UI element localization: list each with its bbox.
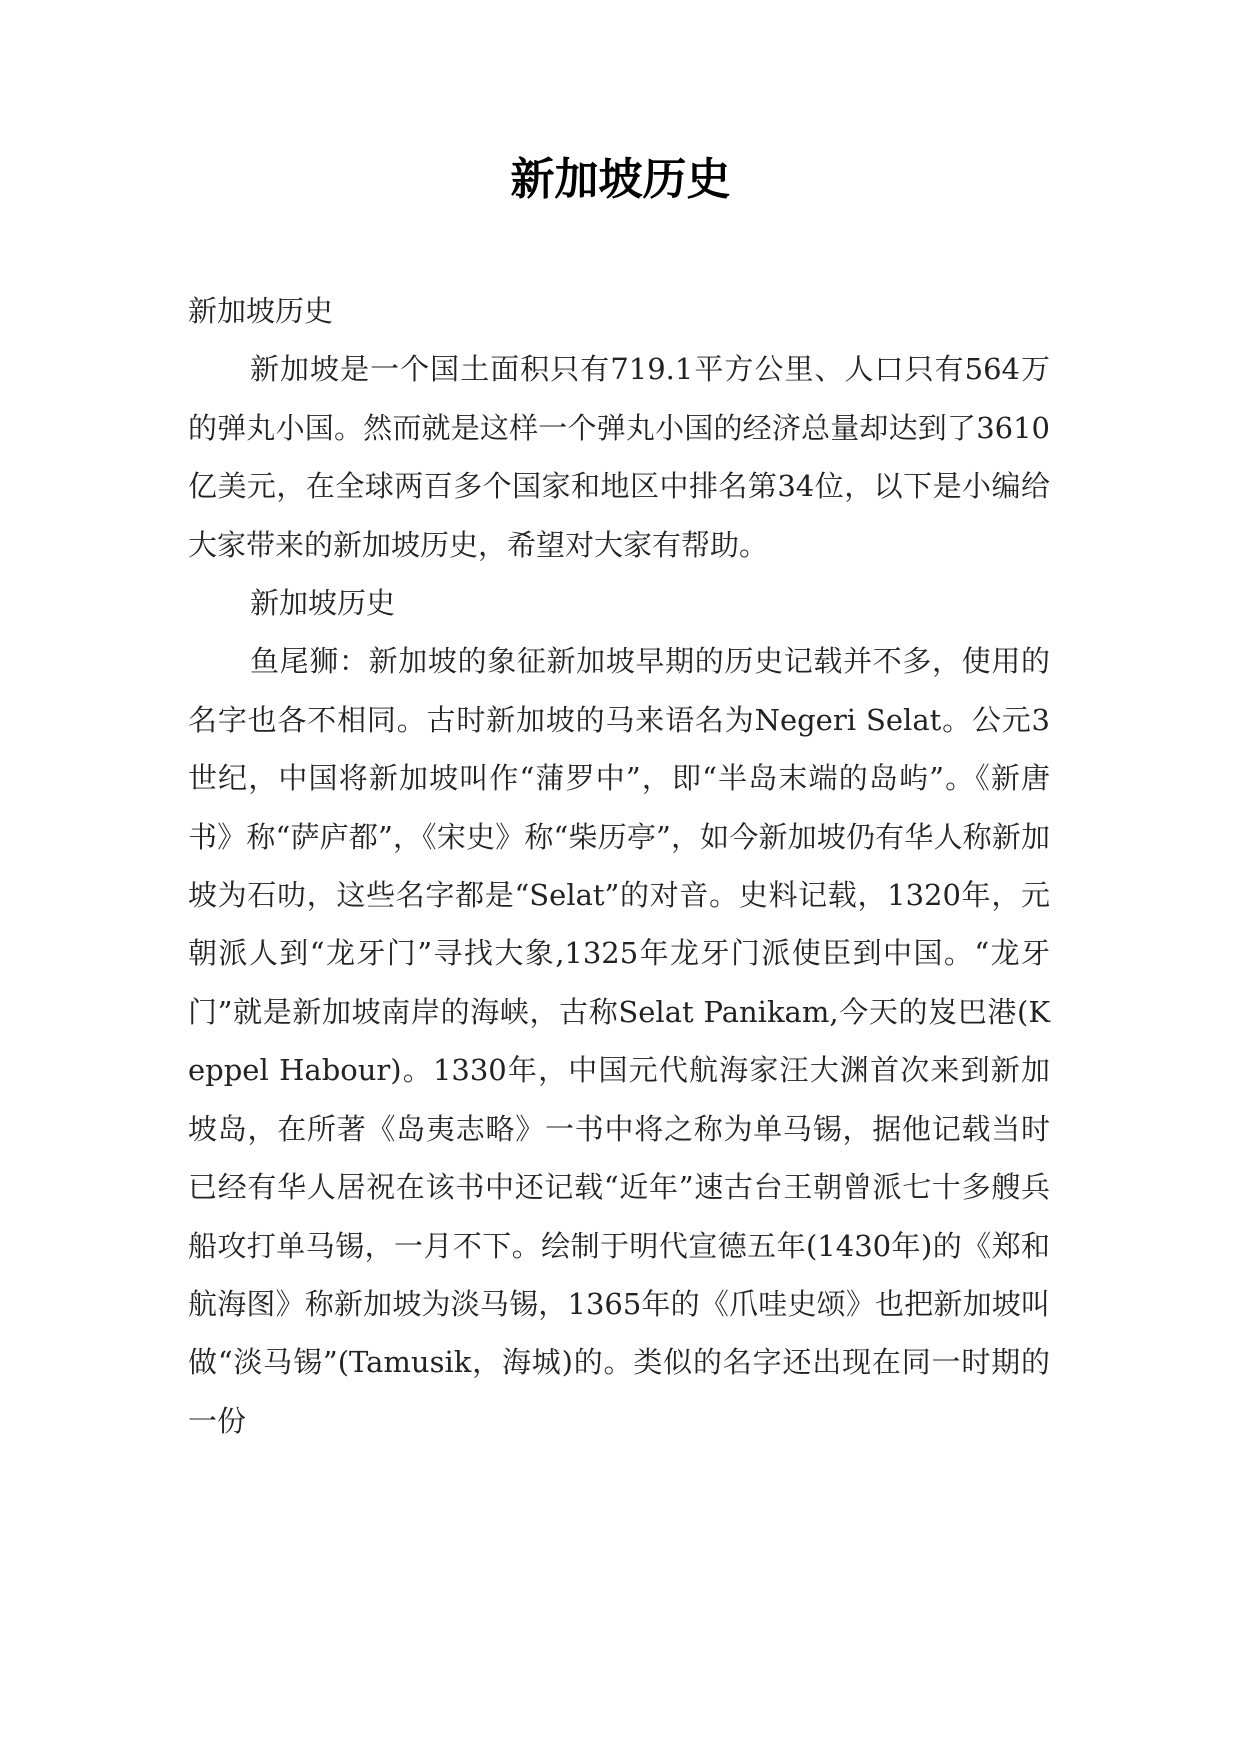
intro-paragraph: 新加坡是一个国土面积只有719.1平方公里、人口只有564万的弹丸小国。然而就是这样一个弹丸小国的经济总量却达到了3610亿美元，在全球两百多个国家和地区中排名第34位，以下是小编给大家带来的新加坡历史，希望对大家有帮助。 [188,352,1050,562]
document-body [188,282,1050,1450]
section-heading: 新加坡历史 [250,586,396,621]
document-title: 新加坡历史 [510,154,731,205]
body-heading: 新加坡历史 [188,294,334,328]
history-paragraph: 鱼尾狮：新加坡的象征新加坡早期的历史记载并不多，使用的名字也各不相同。古时新加坡的马来语名为Negeri Selat。公元3世纪，中国将新加坡叫作“蒲罗中”，即“半岛末端的岛屿”。《新唐书》称“萨庐都”，《宋史》称“柴历亭”，如今新加坡仍有华人称新加坡为石叻，这些名字都是“Selat”的对音。史料记载，1320年，元朝派人到“龙牙门”寻找大象,1325年龙牙门派使臣到中国。“龙牙门”就是新加坡南岸的海峡，古称Selat Panikam,今天的岌巴港(Keppel Habour)。1330年，中国元代航海家汪大渊首次来到新加坡岛，在所著《岛夷志略》一书中将之称为单马锡，据他记载当时已经有华人居祝在该书中还记载“近年”速古台王朝曾派七十多艘兵船攻打单马锡，一月不下。绘制于明代宣德五年(1430年)的《郑和航海图》称新加坡为淡马锡，1365年的《爪哇史颂》也把新加坡叫做“淡马锡”(Tamusik，海城)的。类似的名字还出现在同一时期的一份 [188,644,1050,1438]
